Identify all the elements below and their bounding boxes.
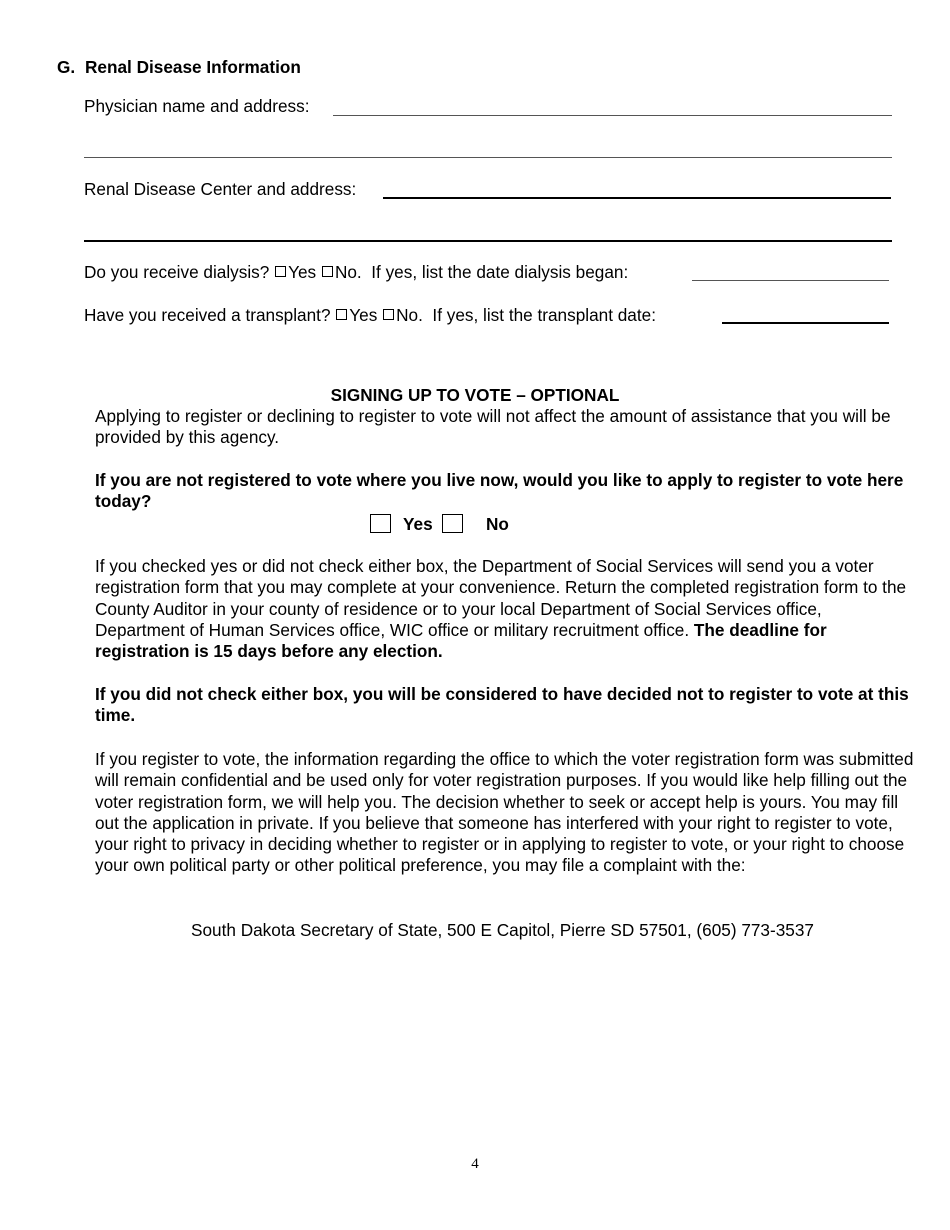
registration-deadline: The deadline for registration is 15 days before any election. <box>95 619 827 662</box>
transplant-row <box>84 305 656 325</box>
transplant-no-label: No. <box>396 305 423 325</box>
section-letter: G. <box>57 57 76 77</box>
dialysis-no-label: No. <box>334 262 362 282</box>
vote-no-checkbox[interactable] <box>442 514 463 533</box>
voting-paragraph-3: If you did not check either box, you will be considered to have decided not to register to vote at this time. <box>95 684 909 726</box>
center-label: Renal Disease Center and address: <box>84 179 357 199</box>
voting-heading: SIGNING UP TO VOTE – OPTIONAL <box>330 385 620 405</box>
center-address-field[interactable] <box>383 197 891 199</box>
voting-intro: Applying to register or declining to register to vote will not affect the amount of assistance that you will be provided by this agency. <box>95 406 891 448</box>
voting-paragraph-2-text: If you checked yes or did not check either box, the Department of Social Services will send you a voter registration form that you may complete at your convenience. Return the completed registration form to the County Auditor in your county of residence or to your local Department of Social Services office, Department of Human Services office, WIC office or military recruitment office. <box>95 556 907 640</box>
vote-yes-label: Yes <box>403 514 433 534</box>
dialysis-question: Do you receive dialysis? <box>84 262 270 282</box>
transplant-date-field[interactable] <box>722 322 889 324</box>
transplant-question: Have you received a transplant? <box>84 305 331 325</box>
voting-paragraph-4: If you register to vote, the information regarding the office to which the voter registration form was submitted will remain confidential and be used only for voter registration purposes. If you would like help filling out the voter registration form, we will help you. The decision whether to seek or accept help is yours. You may fill out the application in private. If you believe that someone has interfered with your right to register to vote, your right to privacy in deciding whether to register or in applying to register to vote, or your right to choose your own political party or other political preference, you may file a complaint with the: <box>95 749 914 876</box>
dialysis-date-field[interactable] <box>692 280 889 281</box>
voting-question: If you are not registered to vote where you live now, would you like to apply to register to vote here today? <box>95 470 904 512</box>
dialysis-yes-label: Yes <box>288 262 317 282</box>
transplant-followup: If yes, list the transplant date: <box>432 305 656 325</box>
vote-no-label: No <box>486 514 509 534</box>
page-number: 4 <box>471 1156 479 1172</box>
dialysis-followup: If yes, list the date dialysis began: <box>371 262 629 282</box>
dialysis-no-checkbox[interactable] <box>322 266 333 277</box>
physician-label: Physician name and address: <box>84 96 310 116</box>
secretary-contact: South Dakota Secretary of State, 500 E Capitol, Pierre SD 57501, (605) 773-3537 <box>191 920 814 940</box>
physician-address-field-line2[interactable] <box>84 157 892 158</box>
dialysis-row <box>84 262 628 282</box>
dialysis-yes-checkbox[interactable] <box>275 266 286 277</box>
vote-yes-checkbox[interactable] <box>370 514 391 533</box>
section-title: Renal Disease Information <box>85 57 301 77</box>
transplant-no-checkbox[interactable] <box>383 309 394 320</box>
transplant-yes-checkbox[interactable] <box>336 309 347 320</box>
physician-address-field[interactable] <box>333 115 892 116</box>
transplant-yes-label: Yes <box>349 305 378 325</box>
center-address-field-line2[interactable] <box>84 240 892 242</box>
voting-paragraph-2 <box>95 556 915 662</box>
